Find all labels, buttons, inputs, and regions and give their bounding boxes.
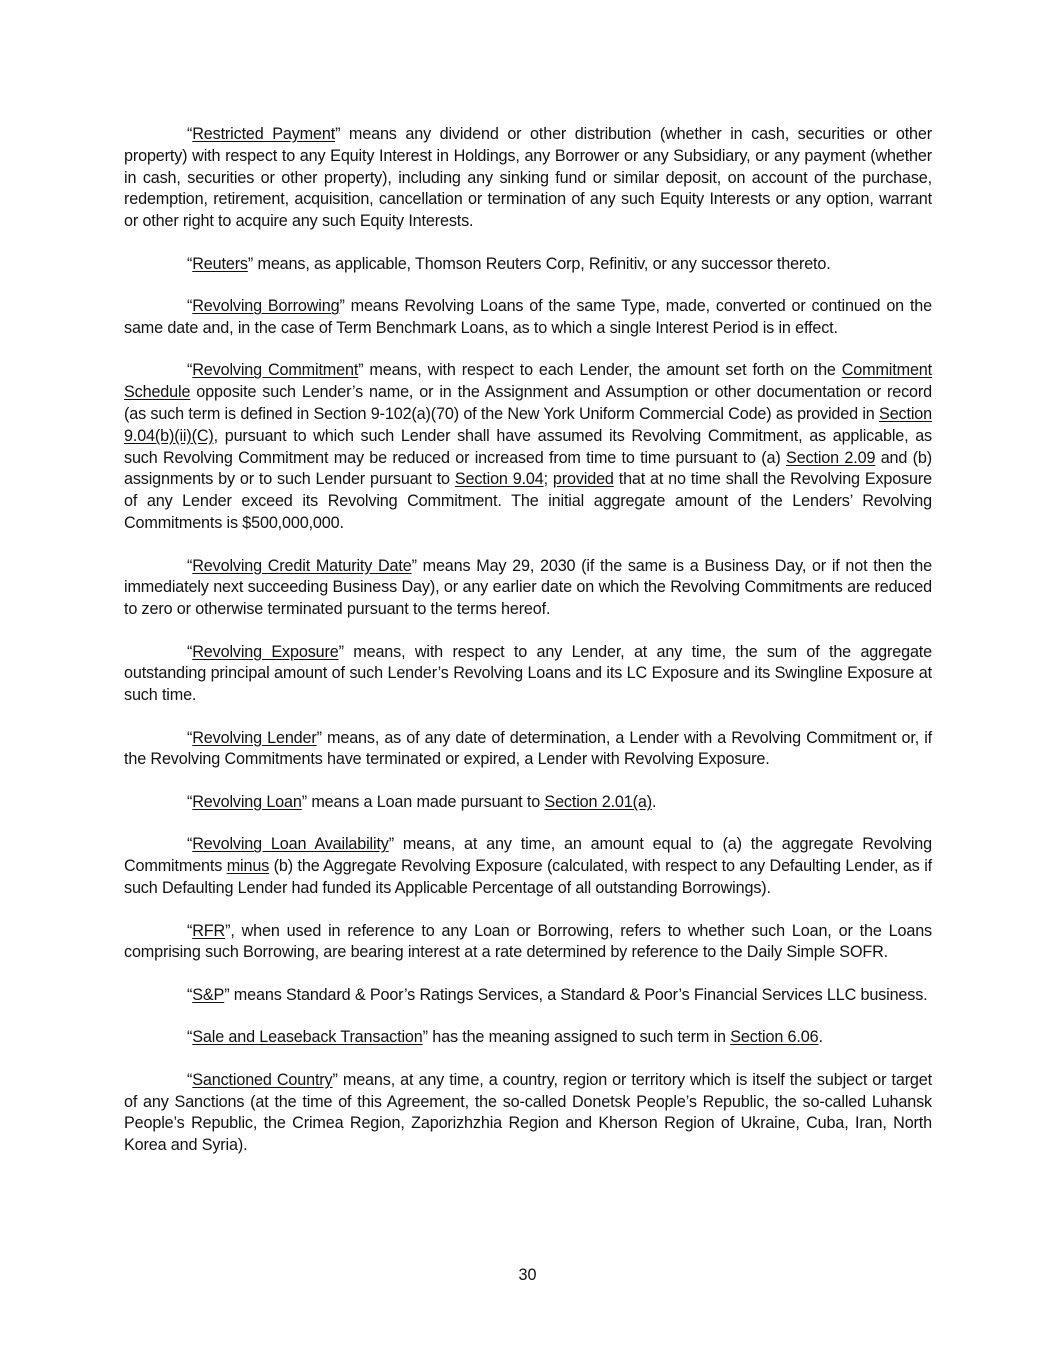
open-quote: “: [187, 792, 193, 811]
defined-term: Sanctioned Country: [192, 1070, 333, 1089]
cross-reference: Section 6.06: [730, 1028, 819, 1047]
defined-term: Revolving Commitment: [192, 361, 359, 380]
open-quote: “: [187, 556, 193, 575]
definition-text: means, at any time, a country, region or territory which is itself the subject or target of any Sanctions (at the time of this Agreement, the so-called Donetsk People’s Republic, the so-called Luhansk People’s Republic, the Crimea Region, Zaporizhzhia Region and Kherson Region of Ukraine, Cuba, Iran, North Korea and Syria).: [124, 1070, 932, 1155]
defined-term: Revolving Borrowing: [192, 297, 340, 316]
emphasized-term: minus: [226, 857, 270, 876]
definition-text: means, with respect to each Lender, the amount set forth on the: [363, 361, 842, 380]
close-quote: ”: [339, 297, 345, 316]
close-quote: ”: [338, 642, 344, 661]
defined-term: Reuters: [192, 254, 248, 273]
definition-revolving-commitment: [124, 360, 932, 534]
definition-text: means, as of any date of determination, a Lender with a Revolving Commitment or, if the Revolving Commitments have terminated or expired, a Lender with Revolving Exposure.: [124, 728, 932, 769]
definition-revolving-lender: [124, 728, 932, 772]
definition-text: .: [818, 1028, 823, 1047]
definition-text: means any dividend or other distribution (whether in cash, securities or other property) with respect to any Equity Interest in Holdings, any Borrower or any Subsidiary, or any payment (whether in cash, securities or other property), including any sinking fund or similar deposit, on account of the purchase, redemption, retirement, acquisition, cancellation or termination of any such Equity Interests or any option, warrant or other right to acquire any such Equity Interests.: [124, 125, 933, 231]
definition-text: opposite such Lender’s name, or in the Assignment and Assumption or other documentation or record (as such term is defined in Section 9-102(a)(70) of the New York Uniform Commercial Code) as provided in: [124, 383, 932, 424]
defined-term: Restricted Payment: [192, 125, 336, 143]
open-quote: “: [187, 297, 193, 316]
defined-term: S&P: [192, 985, 225, 1004]
definition-text: has the meaning assigned to such term in: [427, 1028, 731, 1047]
defined-term: Sale and Leaseback Transaction: [192, 1028, 423, 1047]
close-quote: ”: [316, 728, 322, 747]
definition-text: , pursuant to which such Lender shall have assumed its Revolving Commitment, as applicable, as such Revolving Commitment may be reduced or increased from time to time pursuant to (a): [124, 426, 932, 467]
open-quote: “: [187, 125, 193, 143]
definition-text: means a Loan made pursuant to: [307, 792, 545, 811]
open-quote: “: [187, 642, 193, 661]
close-quote: ”: [332, 1070, 338, 1089]
page-number: 30: [518, 1266, 537, 1284]
definition-revolving-credit-maturity-date: [124, 556, 932, 621]
definition-text: .: [651, 792, 657, 811]
definition-reuters: [124, 254, 932, 276]
definition-text: that at no time shall the Revolving Exposure of any Lender exceed its Revolving Commitment. The initial aggregate amount of the Lenders’ Revolving Commitments is $500,000,000.: [124, 470, 933, 533]
defined-term: Revolving Loan Availability: [192, 835, 389, 854]
open-quote: “: [187, 921, 193, 940]
close-quote: ”: [335, 125, 341, 143]
open-quote: “: [187, 835, 193, 854]
definition-s-and-p: [124, 985, 932, 1007]
definition-text: means, at any time, an amount equal to (a) the aggregate Revolving Commitments: [124, 835, 932, 876]
definition-text: and (b) assignments by or to such Lender pursuant to: [124, 448, 932, 489]
proviso-term: provided: [552, 470, 614, 489]
cross-reference: Section 9.04: [454, 470, 544, 489]
close-quote: ”: [358, 361, 364, 380]
definition-text: means, with respect to any Lender, at any time, the sum of the aggregate outstanding principal amount of such Lender’s Revolving Loans and its LC Exposure and its Swingline Exposure at such time.: [124, 642, 933, 705]
definition-revolving-loan-availability: [124, 834, 932, 899]
definition-restricted-payment: [124, 124, 932, 233]
cross-reference: Commitment Schedule: [124, 361, 932, 402]
definition-text: means May 29, 2030 (if the same is a Business Day, or if not then the immediately next succeeding Business Day), or any earlier date on which the Revolving Commitments are reduced to zero or otherwise terminated pursuant to the terms hereof.: [124, 556, 932, 619]
open-quote: “: [187, 1070, 193, 1089]
definition-revolving-loan: [124, 792, 932, 814]
open-quote: “: [187, 254, 193, 273]
defined-term: Revolving Loan: [192, 792, 302, 811]
definition-sanctioned-country: [124, 1070, 932, 1157]
defined-term: RFR: [192, 921, 226, 940]
close-quote: ”: [388, 835, 394, 854]
defined-term: Revolving Lender: [192, 728, 317, 747]
cross-reference: Section 2.01(a): [544, 792, 652, 811]
definition-text: means Revolving Loans of the same Type, made, converted or continued on the same date and, in the case of Term Benchmark Loans, as to which a single Interest Period is in effect.: [124, 297, 932, 337]
definition-revolving-borrowing: [124, 296, 932, 340]
close-quote: ”: [225, 921, 231, 940]
definitions-list: [124, 124, 932, 1178]
definition-text: ;: [543, 470, 553, 489]
close-quote: ”: [247, 254, 254, 273]
open-quote: “: [187, 1028, 193, 1047]
close-quote: ”: [411, 556, 417, 575]
definition-text: (b) the Aggregate Revolving Exposure (calculated, with respect to any Defaulting Lender, as if such Defaulting Lender had funded its Applicable Percentage of all outstanding Borrowings).: [124, 857, 932, 898]
definition-text: , when used in reference to any Loan or Borrowing, refers to whether such Loan, or the Loans comprising such Borrowing, are bearing interest at a rate determined by reference to the Daily Simple SOFR.: [124, 921, 932, 962]
open-quote: “: [187, 361, 193, 380]
definition-text: means, as applicable, Thomson Reuters Corp, Refinitiv, or any successor thereto.: [253, 254, 831, 273]
cross-reference: Section 9.04(b)(ii)(C): [124, 405, 932, 445]
open-quote: “: [187, 985, 193, 1004]
defined-term: Revolving Exposure: [192, 642, 339, 661]
defined-term: Revolving Credit Maturity Date: [192, 556, 412, 575]
definition-revolving-exposure: [124, 642, 932, 707]
definition-sale-and-leaseback-transaction: [124, 1027, 932, 1049]
cross-reference: Section 2.09: [786, 448, 876, 467]
definition-text: means Standard & Poor’s Ratings Services, a Standard & Poor’s Financial Services LLC business.: [229, 985, 928, 1004]
definition-rfr: [124, 921, 932, 965]
close-quote: ”: [301, 792, 307, 811]
open-quote: “: [187, 728, 193, 747]
close-quote: ”: [224, 985, 230, 1004]
close-quote: ”: [422, 1028, 428, 1047]
